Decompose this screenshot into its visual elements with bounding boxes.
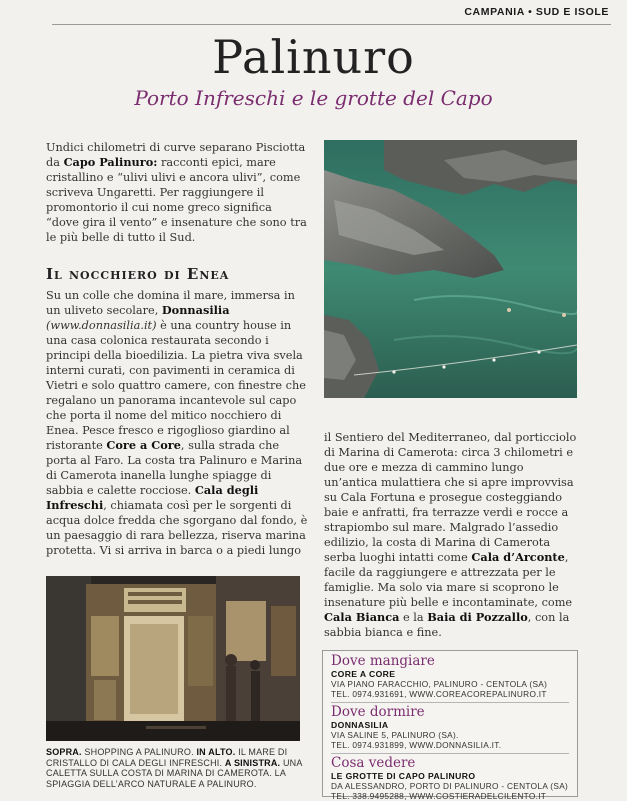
body-paragraph-1 [46, 288, 308, 558]
info-vedere-name: LE GROTTE DI CAPO PALINURO [331, 771, 476, 781]
caption-text-3: UNA CALETTA SULLA COSTA DI MARINA DI CAMEROTA. LA SPIAGGIA DELL’ARCO NATURALE A PALINURO. [46, 757, 303, 789]
caption-text-1: SHOPPING A PALINURO. [81, 747, 197, 757]
caption-bold-1: SOPRA. [46, 747, 82, 757]
shop-illustration [46, 576, 300, 741]
s1-link-donnasilia: (www.donnasilia.it) [46, 319, 157, 332]
intro-text-2: racconti epici, mare cristallino e “ulivi ulivi e ancora ulivi”, come scriveva Ungaretti. Per raggiungere il promontorio il cui nome greco significa “dove gira il vento” e insenature che sono tra le più belle di tutto il Sud. [46, 156, 307, 244]
s2-bold-2: Cala Bianca [324, 610, 400, 624]
s1-bold-2: Core a Core [106, 438, 181, 452]
s1-text-3: , sulla strada che porta al Faro. La costa tra Palinuro e Marina di Camerota inanella lunghe spiagge di sabbia e calette rocciose. [46, 439, 303, 497]
caption-text-2: IL MARE DI CRISTALLO DI CALA DEGLI INFRESCHI. [46, 747, 288, 768]
top-rule [52, 24, 611, 25]
info-mangiare-name: CORE A CORE [331, 669, 396, 679]
s1-text-2: è una country house in una casa colonica restaurata secondo i principi della bioedilizia. La pietra viva svela interni curati, con pavimenti in ceramica di Vietri e solo quattro camere, con finestre che regalano un panorama incantevole sul capo che porta il nome del mitico nocchiero di Enea. Pesce fresco e rigoglioso giardino al ristorante [46, 319, 306, 452]
intro-bold-1: Capo Palinuro: [63, 155, 158, 169]
s1-text-1: Su un colle che domina il mare, immersa in un uliveto secolare, [46, 289, 295, 317]
info-divider-2 [331, 753, 569, 754]
photo-cala-infreschi [324, 140, 577, 398]
section-label: CAMPANIA • SUD E ISOLE [464, 6, 609, 18]
info-mangiare-phone: TEL. 0974.931691, WWW.COREACOREPALINURO.IT [331, 689, 547, 699]
info-dormire-name: DONNASILIA [331, 720, 389, 730]
s1-bold-3: Cala degli Infreschi [46, 483, 259, 512]
s1-text-4: , chiamata così per le sorgenti di acqua dolce fredda che sgorgano dal fondo, è un paesaggio di rara bellezza, riserva marina protetta. Vi si arriva in barca o a piedi lungo [46, 499, 308, 557]
s2-bold-1: Cala d’Arconte [471, 550, 565, 564]
s1-bold-1: Donnasilia [161, 303, 230, 317]
s2-text-4: , con la sabbia bianca e fine. [324, 611, 570, 639]
intro-paragraph [46, 140, 308, 245]
s2-text-1: il Sentiero del Mediterraneo, dal porticciolo di Marina di Camerota: circa 3 chilometri e due ore e mezza di cammino lungo un’antica mulattiera che si apre improvvisa su Cala Fortuna e prosegue costeggiando baie e anfratti, fra terrazze verdi e rocce a strapiombo sul mare. Malgrado l’assedio edilizio, la costa di Marina di Camerota serba luoghi intatti come [324, 431, 577, 564]
page-subtitle: Porto Infreschi e le grotte del Capo [134, 86, 493, 110]
info-vedere-phone: TEL. 338.9495288, WWW.COSTIERADELCILENTO.IT [331, 791, 547, 801]
info-box [322, 650, 578, 801]
info-dormire-phone: TEL. 0974.931899, WWW.DONNASILIA.IT. [331, 740, 502, 750]
section-heading: Il nocchiero di Enea [46, 265, 230, 283]
info-mangiare-address: VIA PIANO FARACCHIO, PALINURO - CENTOLA (SA) [331, 679, 548, 689]
s2-text-2: , facile da raggiungere e attrezzata per le famiglie. Ma solo via mare si scoprono le insenature più belle e incontaminate, come [324, 551, 573, 609]
info-dormire-heading: Dove dormire [331, 704, 425, 720]
info-mangiare-heading: Dove mangiare [331, 653, 435, 669]
s2-text-3: e la [399, 611, 428, 624]
s2-bold-3: Baia di Pozzallo [427, 610, 528, 624]
page-title: Palinuro [212, 30, 415, 84]
caption-bold-2: IN ALTO. [196, 747, 236, 757]
info-vedere-address: DA ALESSANDRO, PORTO DI PALINURO - CENTOLA (SA) [331, 781, 569, 791]
photo-caption [46, 747, 308, 789]
intro-text-1: Undici chilometri di curve separano Pisciotta da [46, 141, 306, 169]
info-dormire-address: VIA SALINE 5, PALINURO (SA). [331, 730, 459, 740]
info-vedere-heading: Cosa vedere [331, 755, 416, 771]
caption-bold-3: A SINISTRA. [224, 757, 281, 768]
cove-illustration [324, 140, 577, 398]
photo-shopping-palinuro [46, 576, 300, 741]
info-divider-1 [331, 702, 569, 703]
body-paragraph-2 [324, 430, 580, 640]
